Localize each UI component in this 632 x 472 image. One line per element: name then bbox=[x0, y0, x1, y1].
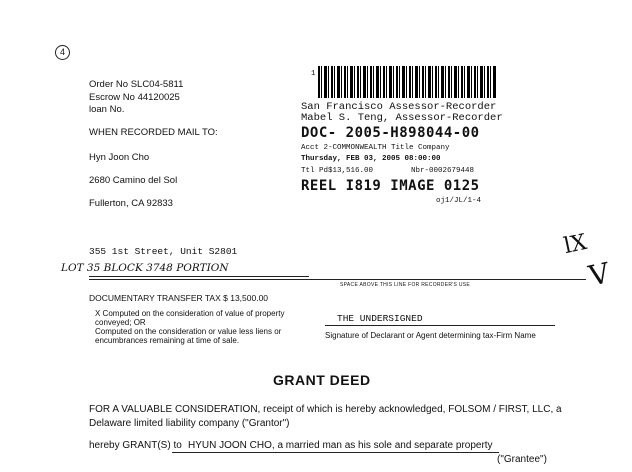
page-marker bbox=[55, 45, 70, 60]
barcode-digit: 1 bbox=[311, 70, 316, 78]
record-number: Nbr-0002679448 bbox=[411, 167, 475, 175]
escrow-number: Escrow No 44120025 bbox=[89, 92, 180, 103]
loan-number: loan No. bbox=[89, 104, 125, 115]
property-address: 355 1st Street, Unit S2801 bbox=[89, 246, 238, 257]
lot-block-handwritten: LOT 35 BLOCK 3748 PORTION bbox=[61, 262, 229, 274]
recorder-office: San Francisco Assessor-Recorder bbox=[301, 101, 497, 113]
computed-full-value: X Computed on the consideration of value of property conveyed; OR bbox=[95, 309, 285, 327]
recorder-use-divider bbox=[89, 279, 586, 280]
order-number: Order No SLC04-5811 bbox=[89, 79, 184, 90]
recorder-account: Acct 2-COMMONWEALTH Title Company bbox=[301, 144, 450, 152]
space-above-note: SPACE ABOVE THIS LINE FOR RECORDER'S USE bbox=[340, 282, 471, 288]
signature-caption: Signature of Declarant or Agent determining tax-Firm Name bbox=[325, 331, 536, 340]
recorded-datetime: Thursday, FEB 03, 2005 08:00:00 bbox=[301, 155, 441, 163]
total-paid: Ttl Pd$13,516.00 bbox=[301, 167, 374, 175]
recorder-initials: oj1/JL/1-4 bbox=[436, 197, 482, 205]
lot-underline bbox=[89, 276, 309, 277]
when-recorded-label: WHEN RECORDED MAIL TO: bbox=[89, 127, 218, 138]
barcode bbox=[318, 66, 496, 98]
handwritten-mark: lX bbox=[561, 229, 590, 260]
mail-to-name: Hyn Joon Cho bbox=[89, 152, 150, 163]
page-marker-number: 4 bbox=[59, 47, 65, 57]
grantee-name: HYUN JOON CHO, a married man as his sole and separate property bbox=[188, 440, 493, 451]
grant-to-prefix: hereby GRANT(S) to bbox=[89, 440, 182, 451]
handwritten-check: V bbox=[585, 256, 613, 293]
grantee-label: ("Grantee") bbox=[497, 454, 547, 465]
recorder-official: Mabel S. Teng, Assessor-Recorder bbox=[301, 112, 503, 124]
grantee-underline bbox=[172, 452, 499, 453]
documentary-transfer-tax: DOCUMENTARY TRANSFER TAX $ 13,500.00 bbox=[89, 293, 269, 303]
computed-less-liens: Computed on the consideration or value less liens or encumbrances remaining at time of sale. bbox=[95, 327, 282, 345]
mail-to-street: 2680 Camino del Sol bbox=[89, 175, 178, 186]
reel-image: REEL I819 IMAGE 0125 bbox=[301, 178, 480, 194]
deed-title: GRANT DEED bbox=[273, 372, 371, 388]
signature-line bbox=[325, 325, 555, 326]
consideration-paragraph: FOR A VALUABLE CONSIDERATION, receipt of which is hereby acknowledged, FOLSOM / FIRST, LLC, a Delaware limited liability company ("Grantor") bbox=[89, 404, 562, 429]
declarant-firm: THE UNDERSIGNED bbox=[337, 313, 423, 324]
document-number: DOC- 2005-H898044-00 bbox=[301, 125, 480, 141]
mail-to-city: Fullerton, CA 92833 bbox=[89, 198, 173, 209]
